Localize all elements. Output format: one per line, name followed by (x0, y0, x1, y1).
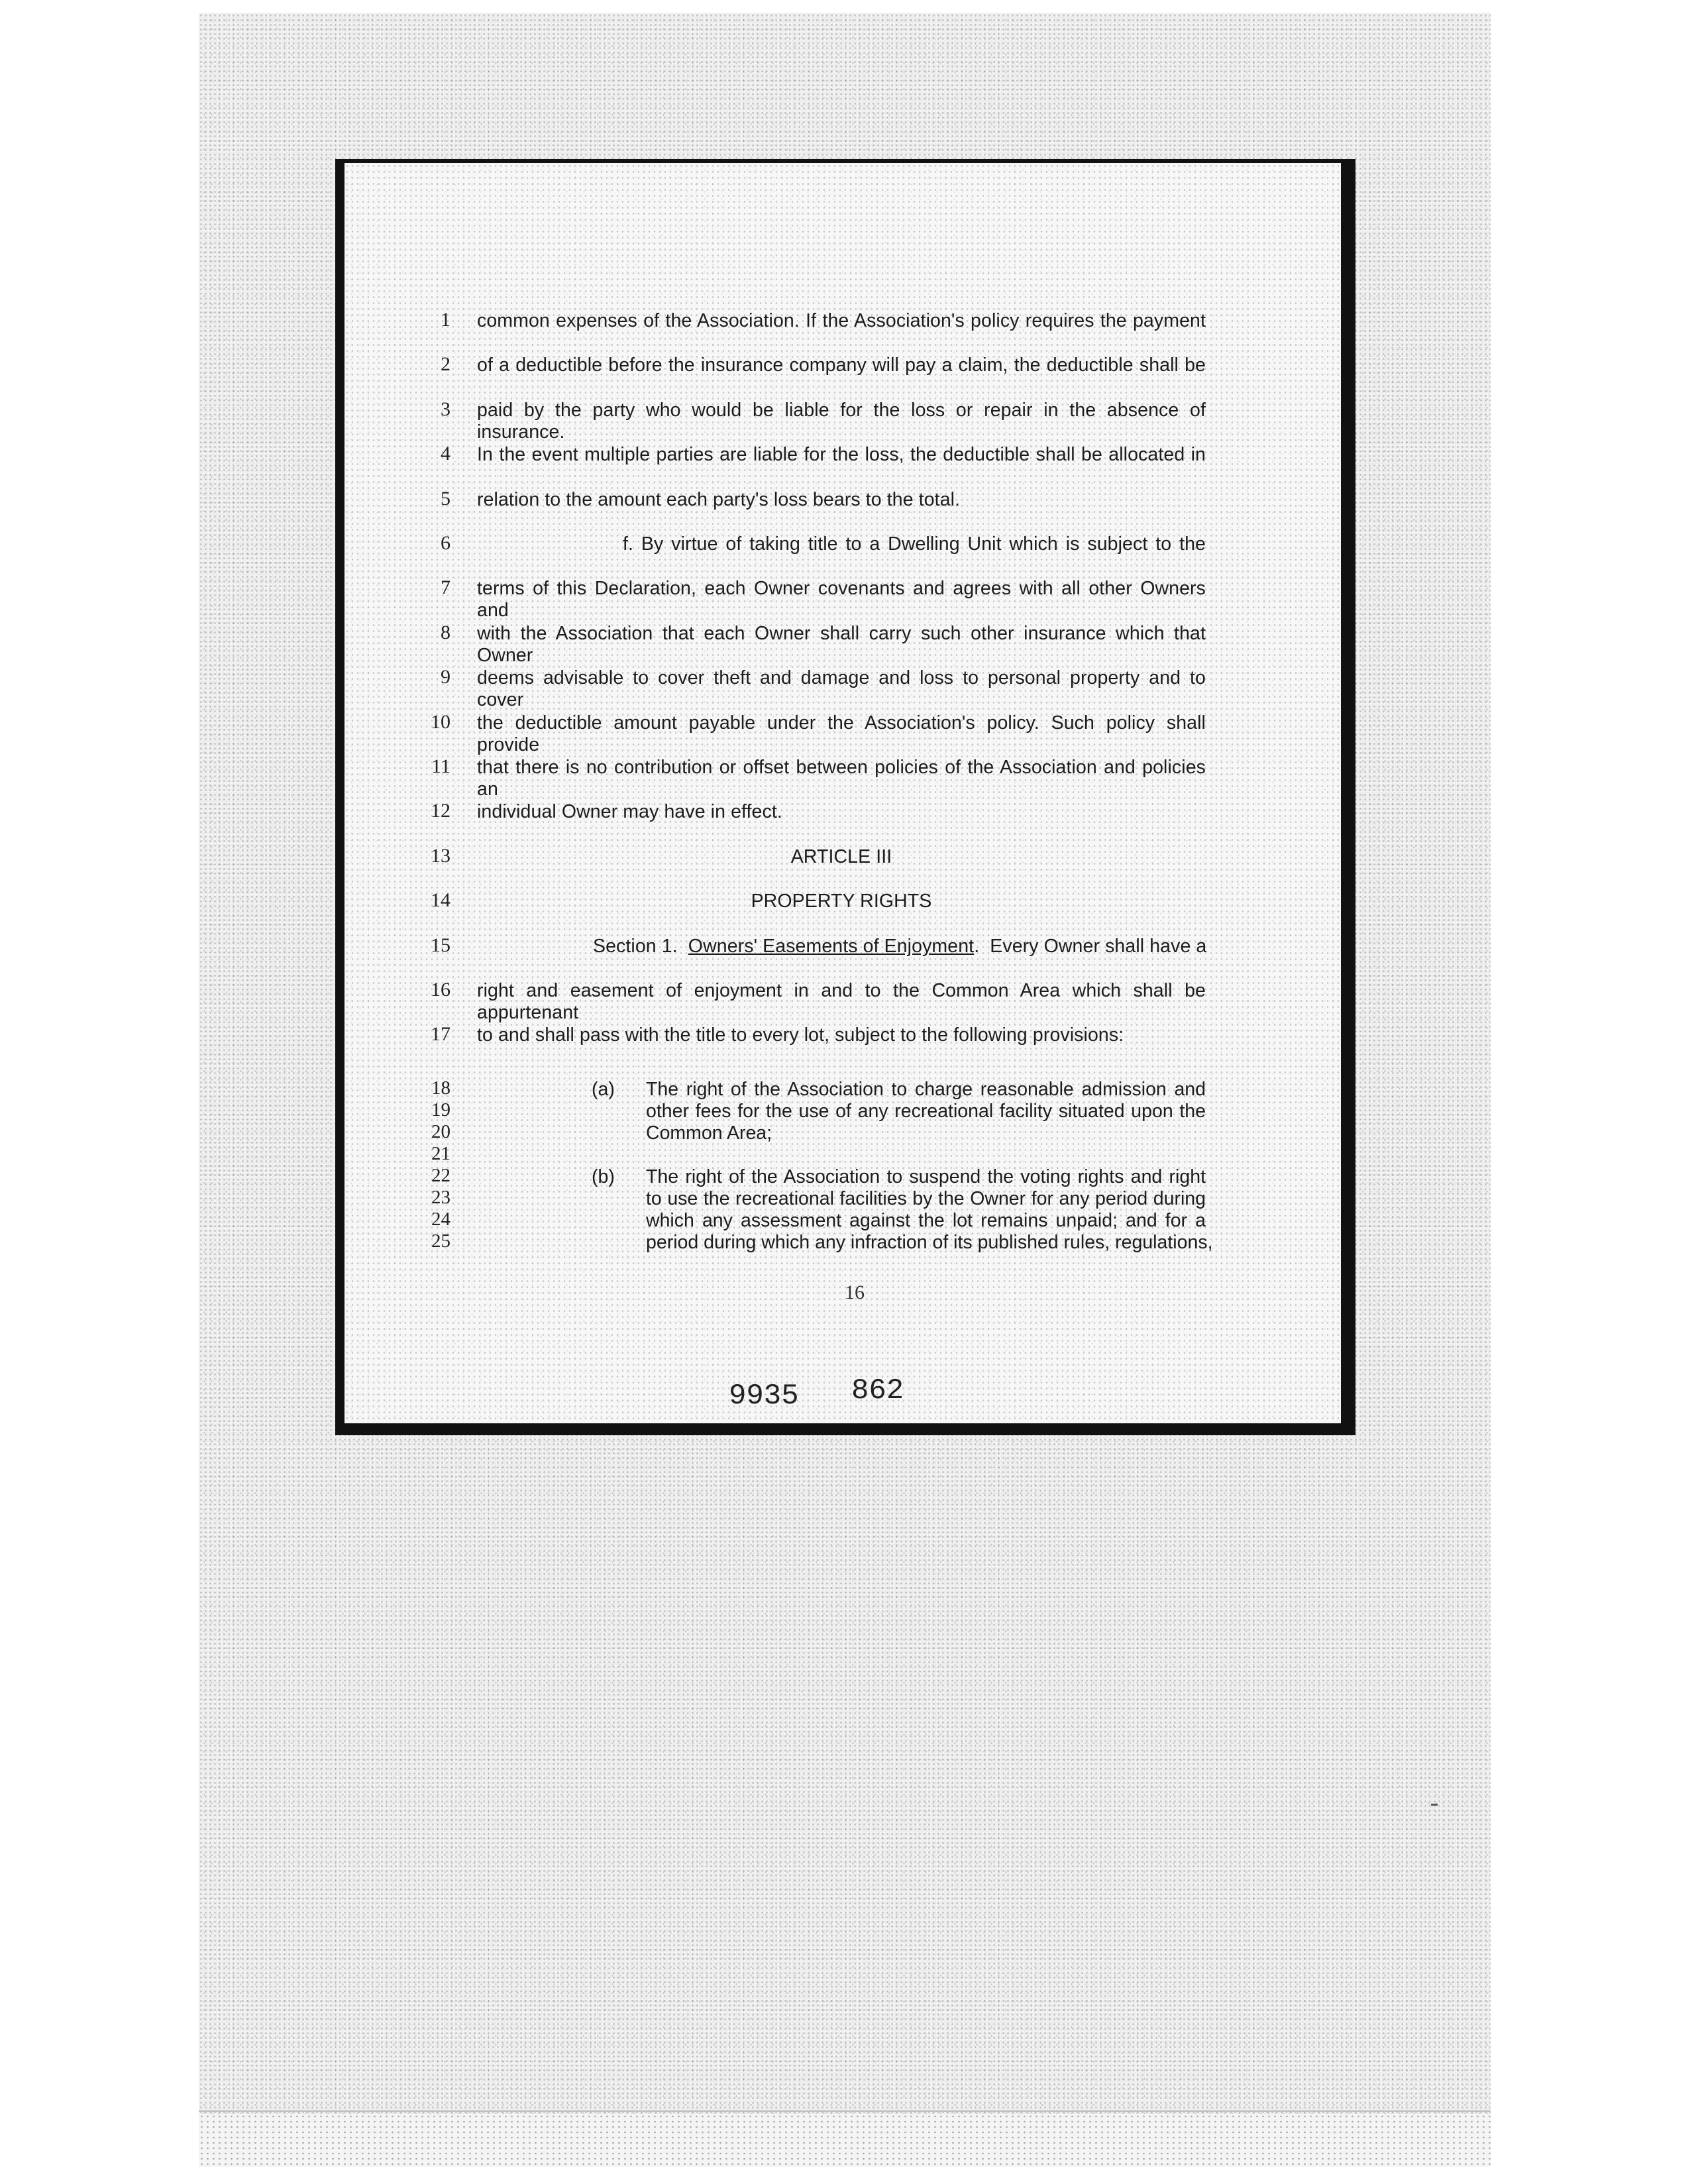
section-heading-line (593, 936, 1206, 957)
line-number: 20 (431, 1121, 450, 1142)
body-line: In the event multiple parties are liable for the loss, the deductible shall be allocated in (477, 444, 1206, 465)
line-number: 13 (431, 845, 450, 867)
line-number: 16 (431, 979, 450, 1001)
provision-a-line: other fees for the use of any recreational facility situated upon the (646, 1101, 1206, 1122)
line-number: 23 (431, 1187, 450, 1208)
body-line: the deductible amount payable under the Association's policy. Such policy shall provide (477, 712, 1206, 755)
provision-b-line: The right of the Association to suspend the voting rights and right (646, 1166, 1206, 1187)
line-number: 22 (431, 1165, 450, 1186)
section-label: Section 1. (593, 936, 688, 957)
body-line: to and shall pass with the title to every lot, subject to the following provisions: (477, 1024, 1124, 1046)
body-line: right and easement of enjoyment in and to the Common Area which shall be appurtenant (477, 980, 1206, 1023)
line-number: 14 (431, 889, 450, 911)
line-number: 7 (441, 576, 450, 598)
provision-b-line: which any assessment against the lot remains unpaid; and for a (646, 1210, 1206, 1231)
body-line: common expenses of the Association. If the Association's policy requires the payment (477, 310, 1206, 331)
scan-edge-line (199, 2110, 1491, 2112)
line-number: 8 (441, 622, 450, 643)
body-line: individual Owner may have in effect. (477, 801, 782, 822)
provision-b-line: period during which any infraction of its published rules, regulations, (646, 1232, 1213, 1253)
article-title: PROPERTY RIGHTS (751, 891, 932, 912)
page-number: 16 (845, 1282, 865, 1303)
line-number: 10 (431, 711, 450, 733)
line-number: 5 (441, 488, 450, 510)
stray-mark (1431, 1804, 1438, 1806)
line-number: 11 (431, 755, 450, 777)
line-number: 24 (431, 1209, 450, 1230)
line-number: 17 (431, 1023, 450, 1045)
line-number: 12 (431, 800, 450, 822)
line-number: 9 (441, 666, 450, 688)
section-text: . Every Owner shall have a (974, 936, 1207, 957)
line-number: 1 (441, 309, 450, 331)
line-number: 2 (441, 353, 450, 375)
line-number: 25 (431, 1230, 450, 1252)
recording-stamp-page: 862 (851, 1374, 904, 1407)
recording-stamp-book: 9935 (729, 1380, 799, 1413)
provision-a-line: The right of the Association to charge reasonable admission and (646, 1079, 1206, 1100)
provision-a-label: (a) (592, 1079, 615, 1100)
provision-a-line: Common Area; (646, 1122, 772, 1144)
line-number: 21 (431, 1143, 450, 1164)
document-page (335, 159, 1355, 1435)
body-line: of a deductible before the insurance company will pay a claim, the deductible shall be (477, 355, 1206, 376)
line-number: 3 (441, 398, 450, 420)
scan-bottom-strip (199, 2114, 1491, 2167)
body-line: relation to the amount each party's loss bears to the total. (477, 489, 961, 510)
line-number: 15 (431, 934, 450, 956)
body-line: f. By virtue of taking title to a Dwelling Unit which is subject to the (623, 533, 1206, 555)
provision-b-line: to use the recreational facilities by the Owner for any period during (646, 1188, 1206, 1209)
body-line: paid by the party who would be liable for the loss or repair in the absence of insurance. (477, 400, 1206, 443)
line-number: 6 (441, 532, 450, 554)
provision-b-label: (b) (592, 1166, 615, 1187)
body-line: that there is no contribution or offset between policies of the Association and policies an (477, 757, 1206, 800)
line-number: 18 (431, 1077, 450, 1099)
body-line: with the Association that each Owner shall carry such other insurance which that Owner (477, 623, 1206, 666)
line-number: 19 (431, 1099, 450, 1120)
article-heading: ARTICLE III (790, 846, 892, 867)
body-line: deems advisable to cover theft and damage and loss to personal property and to cover (477, 667, 1206, 710)
body-line: terms of this Declaration, each Owner covenants and agrees with all other Owners and (477, 578, 1206, 621)
line-number: 4 (441, 443, 450, 464)
section-title: Owners' Easements of Enjoyment (688, 936, 975, 957)
